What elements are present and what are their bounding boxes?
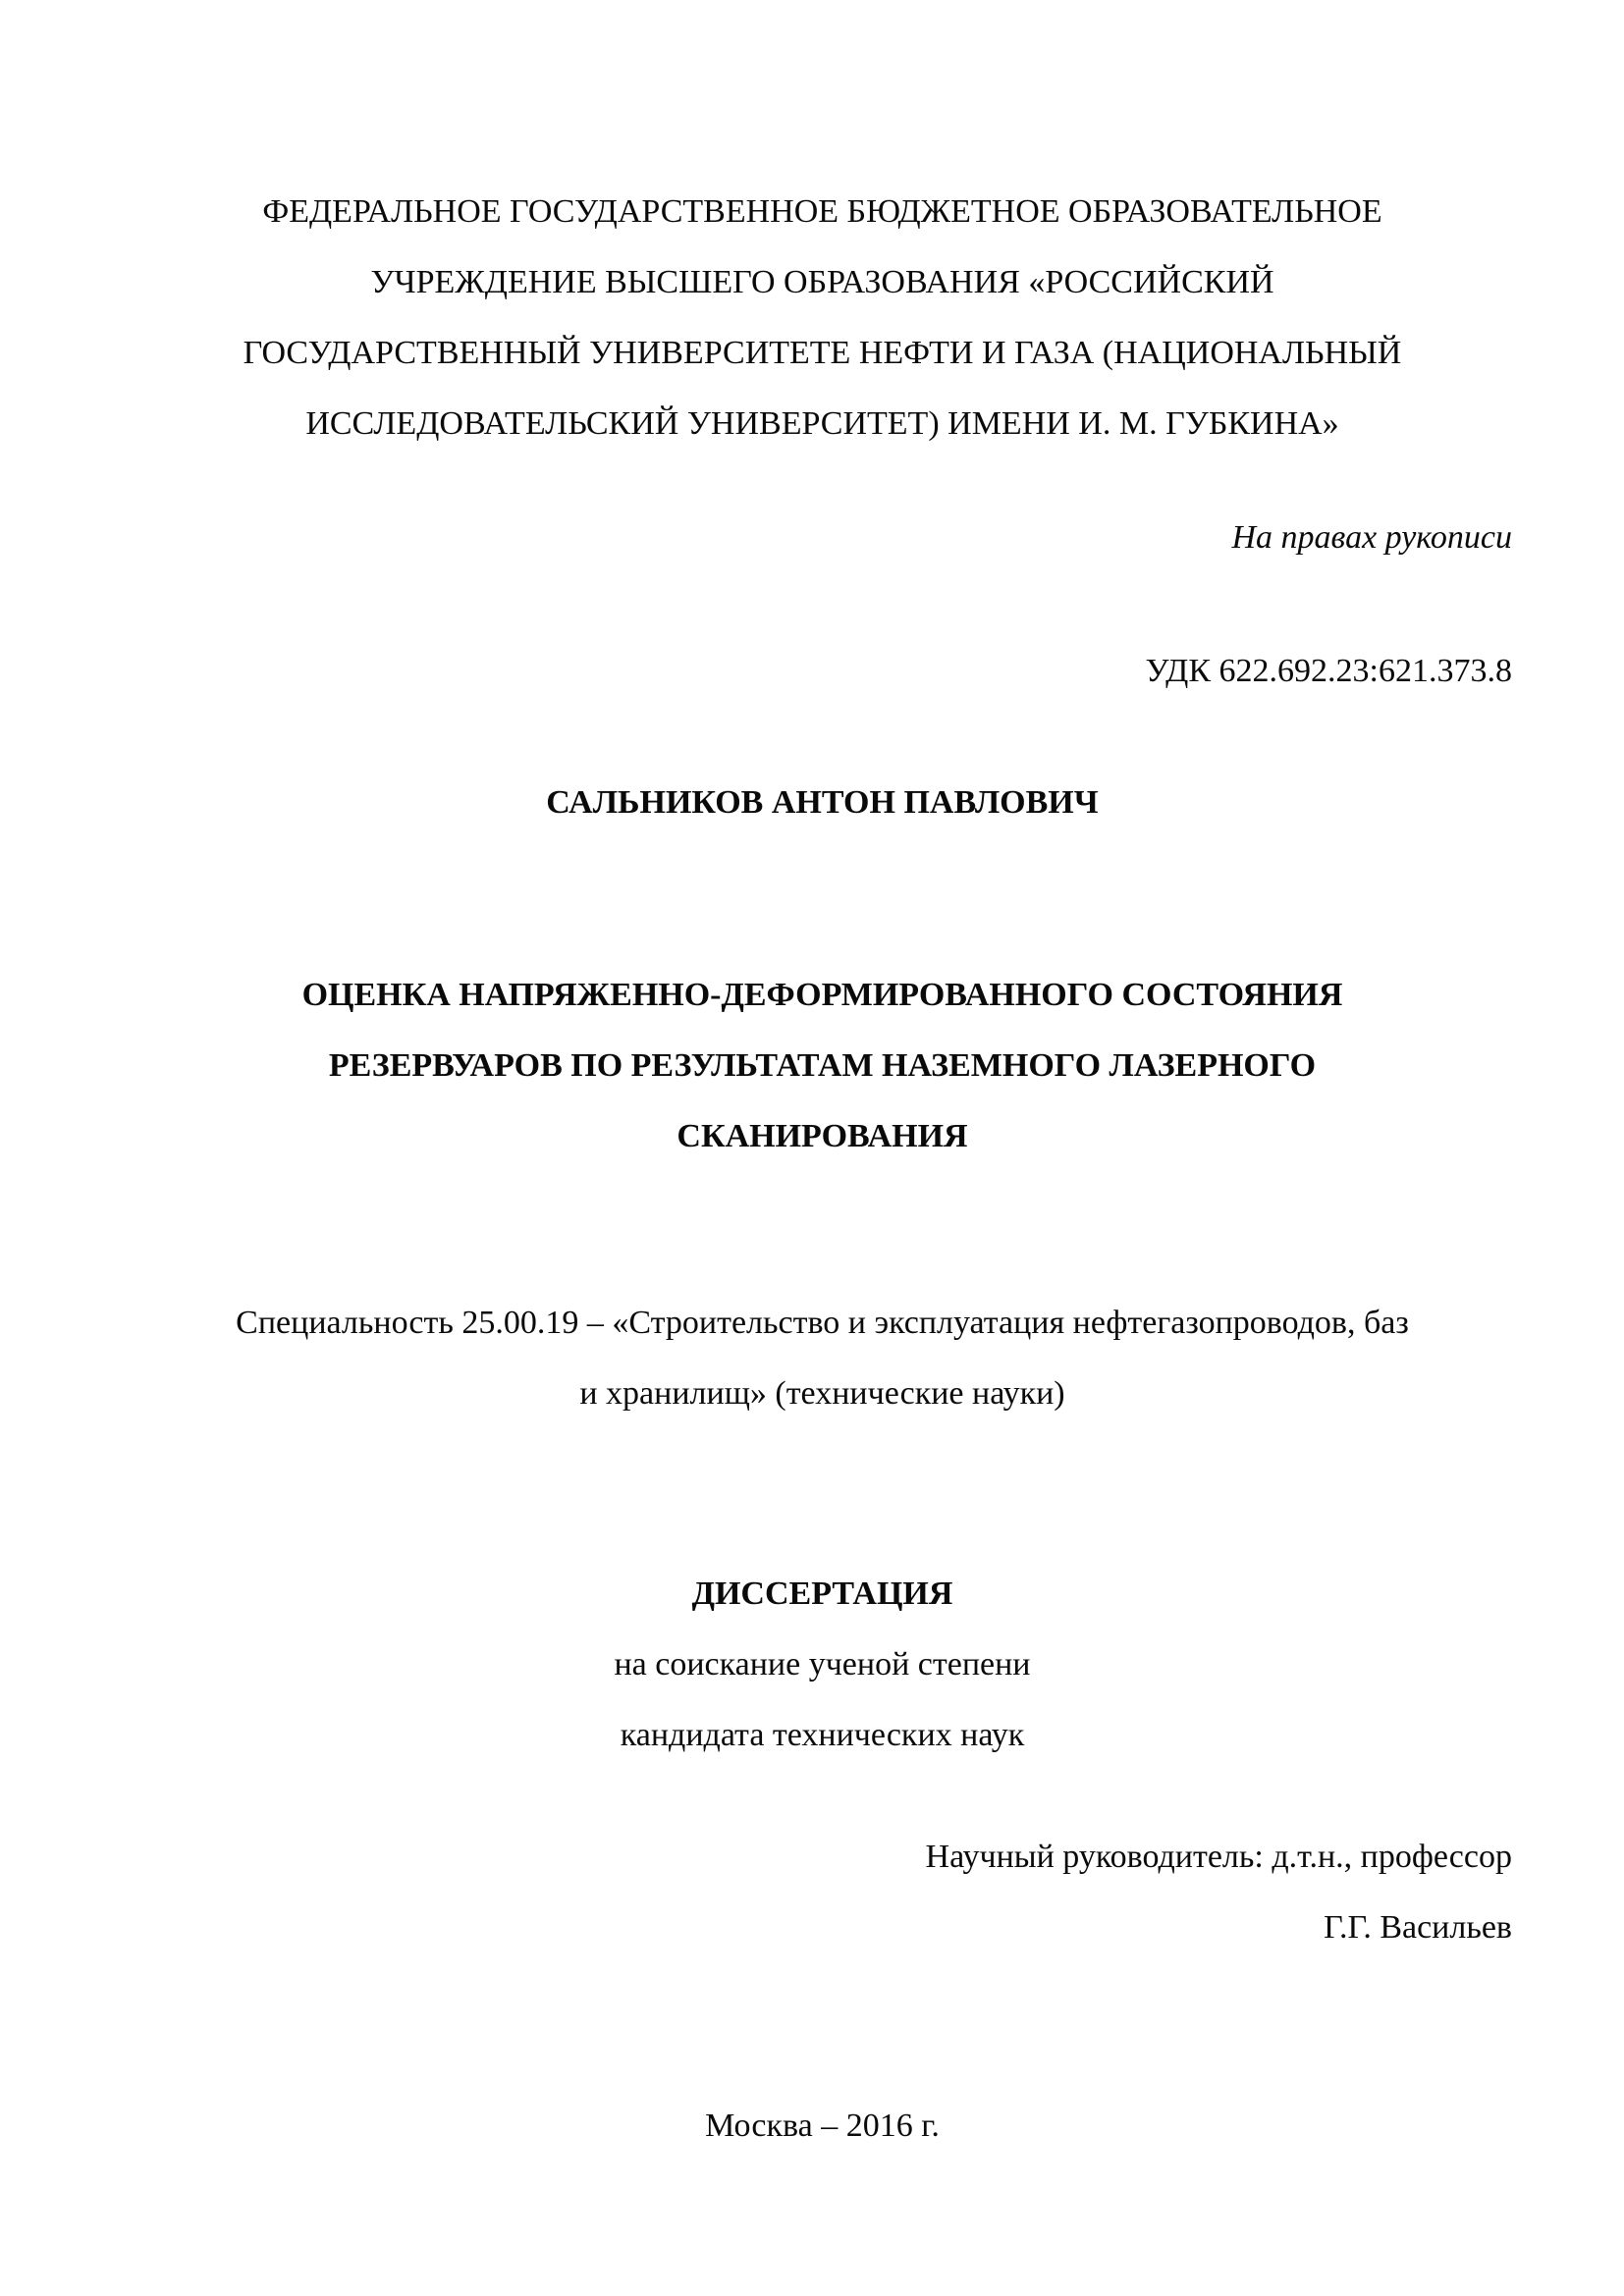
dissertation-title-line: РЕЗЕРВУАРОВ ПО РЕЗУЛЬТАТАМ НАЗЕМНОГО ЛАЗЕРНОГО	[328, 1047, 1317, 1084]
document-type-label: ДИССЕРТАЦИЯ	[691, 1575, 953, 1612]
udc-number: УДК 622.692.23:621.373.8	[1145, 653, 1512, 689]
institution-line: ФЕДЕРАЛЬНОЕ ГОСУДАРСТВЕННОЕ БЮДЖЕТНОЕ ОБРАЗОВАТЕЛЬНОЕ	[262, 193, 1382, 230]
city-year: Москва – 2016 г.	[705, 2108, 940, 2144]
institution-line: ГОСУДАРСТВЕННЫЙ УНИВЕРСИТЕТЕ НЕФТИ И ГАЗА (НАЦИОНАЛЬНЫЙ	[243, 335, 1402, 371]
supervisor-name: Г.Г. Васильев	[1324, 1909, 1512, 1946]
supervisor-block	[133, 1822, 1512, 1963]
institution-line: ИССЛЕДОВАТЕЛЬСКИЙ УНИВЕРСИТЕТ) ИМЕНИ И. М. ГУБКИНА»	[305, 405, 1339, 442]
dissertation-block	[133, 1559, 1512, 1771]
dissertation-title-line: СКАНИРОВАНИЯ	[677, 1118, 968, 1154]
dissertation-title-line: ОЦЕНКА НАПРЯЖЕННО-ДЕФОРМИРОВАННОГО СОСТОЯНИЯ	[301, 977, 1343, 1013]
author-name: САЛЬНИКОВ АНТОН ПАВЛОВИЧ	[546, 784, 1099, 821]
institution-line: УЧРЕЖДЕНИЕ ВЫСШЕГО ОБРАЗОВАНИЯ «РОССИЙСКИЙ	[370, 264, 1274, 300]
institution-name	[133, 177, 1512, 459]
supervisor-line: Научный руководитель: д.т.н., профессор	[925, 1839, 1512, 1875]
specialty-line: Специальность 25.00.19 – «Строительство и эксплуатация нефтегазопроводов, баз	[236, 1305, 1409, 1341]
degree-line: на соискание ученой степени	[614, 1646, 1031, 1682]
specialty	[133, 1288, 1512, 1429]
dissertation-title	[133, 960, 1512, 1172]
degree-line: кандидата технических наук	[620, 1717, 1025, 1753]
manuscript-rights-note: На правах рукописи	[1231, 519, 1512, 556]
specialty-line: и хранилищ» (технические науки)	[579, 1375, 1065, 1412]
